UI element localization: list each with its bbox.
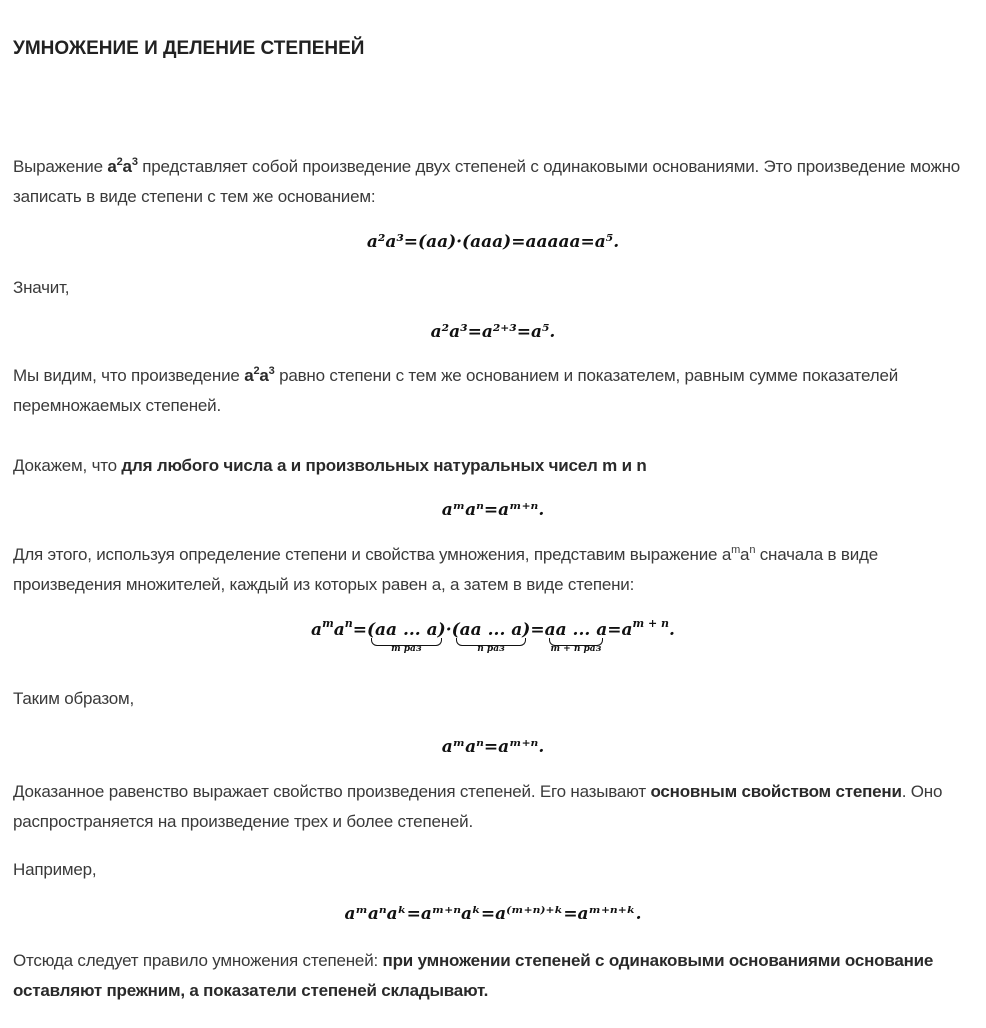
text: Мы видим, что произведение [13, 366, 245, 385]
paragraph-example: Например, [13, 860, 97, 879]
expression: $a^2a^3$ [107, 156, 138, 176]
group-m: (aa ... a) m раз [366, 620, 446, 654]
group-n: (aa ... a) n раз [451, 620, 531, 654]
text: Докажем, что [13, 456, 122, 475]
expression: $a^2a^3$ [244, 365, 275, 385]
paragraph-thus: Таким образом, [13, 689, 134, 708]
text: равно степени с тем же основанием и показателем, равным сумме показателей перемножаемых степеней. [13, 366, 898, 415]
paragraph-method: Для этого, используя определение степени и свойства умножения, представим выражение $a^ma^n$ сначала в виде произведения множителей, каждый из которых равен a, а затем в виде степени: [13, 544, 878, 594]
formula-5: aᵐaⁿ=aᵐ⁺ⁿ. [441, 737, 545, 757]
formula-2: a²a³=a²⁺³=a⁵. [430, 322, 556, 342]
text: Для этого, используя определение степени и свойства умножения, представим выражение a [13, 545, 732, 564]
text: . Оно распространяется на произведение трех и более степеней. [13, 782, 943, 831]
text: Отсюда следует правило умножения степеней: [13, 951, 383, 970]
formula-1: a²a³=(aa)·(aaa)=aaaaa=a⁵. [366, 232, 620, 252]
bold-text: основным свойством степени [650, 782, 902, 801]
bold-text: для любого числа a и произвольных натуральных чисел m и n [121, 456, 647, 475]
text: сначала в виде произведения множителей, каждый из которых равен a, а затем в виде степени: [13, 545, 878, 594]
paragraph-prove [13, 451, 973, 481]
page-title: УМНОЖЕНИЕ И ДЕЛЕНИЕ СТЕПЕНЕЙ [13, 38, 365, 59]
paragraph-intro [13, 152, 973, 212]
formula-3: aᵐaⁿ=aᵐ⁺ⁿ. [441, 500, 545, 520]
paragraph-therefore: Значит, [13, 278, 70, 297]
formula-6: aᵐaⁿaᵏ=aᵐ⁺ⁿaᵏ=a⁽ᵐ⁺ⁿ⁾⁺ᵏ=aᵐ⁺ⁿ⁺ᵏ. [344, 904, 642, 924]
bold-text: при умножении степеней с одинаковыми основаниями основание оставляют прежним, а показатели степеней складывают. [13, 951, 934, 1000]
text: Выражение [13, 157, 108, 176]
paragraph-property [13, 777, 973, 837]
paragraph-observation [13, 361, 973, 421]
text: Доказанное равенство выражает свойство произведения степеней. Его называют [13, 782, 651, 801]
group-mn: aa ... a m + n раз [544, 620, 608, 654]
text: представляет собой произведение двух степеней с одинаковыми основаниями. Это произведение можно записать в виде степени с тем же основанием: [13, 157, 961, 206]
formula-4: $a^ma^n=(aa$ ... a) m раз ·(aa ... a) n раз =aa ... a m + n раз $=a^{m + n}$. [311, 617, 675, 654]
paragraph-rule [13, 946, 973, 1006]
